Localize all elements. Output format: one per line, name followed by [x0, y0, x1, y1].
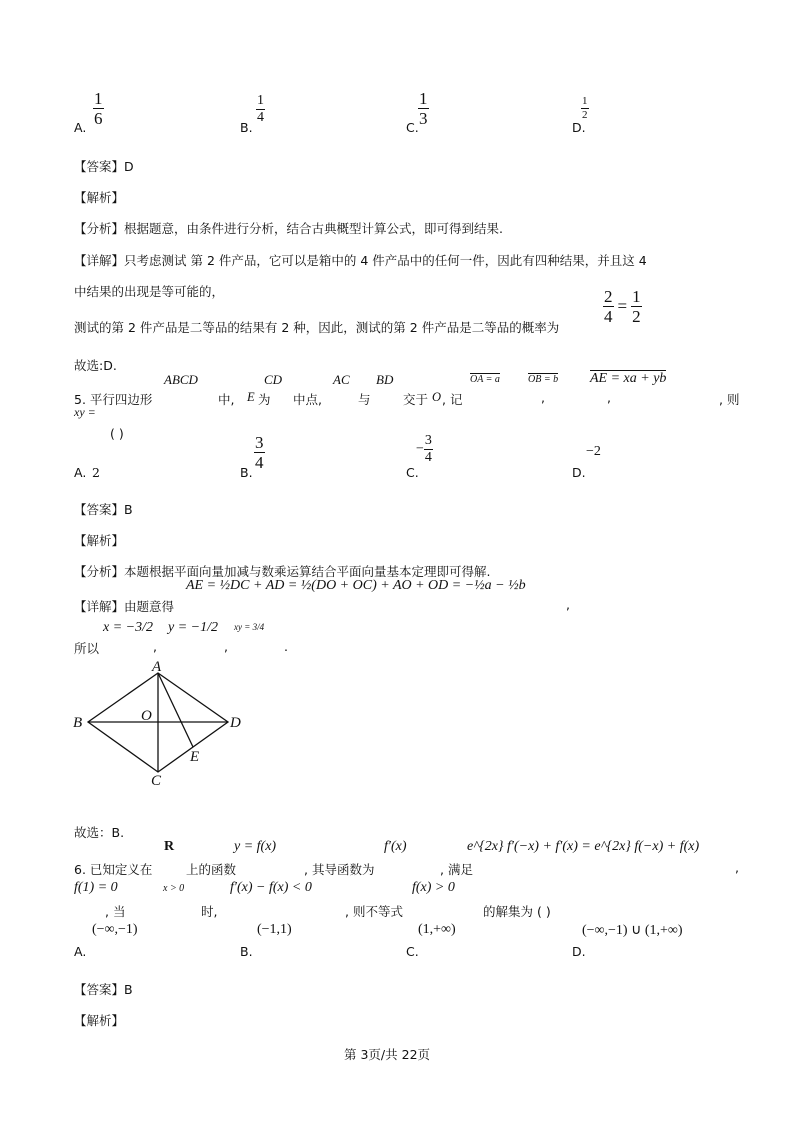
q5-y-value: y = −1/2 — [168, 620, 218, 635]
q6-option-b-value: (−1,1) — [257, 922, 292, 937]
q5-sep1: , — [153, 639, 157, 654]
q6-formula-yfx: y = f(x) — [234, 839, 277, 854]
fraction-numerator: 3 — [424, 433, 432, 448]
q5-option-a-label: A. — [74, 465, 87, 480]
q6-option-c-label: C. — [406, 944, 419, 959]
vertex-a-label: A — [152, 659, 162, 675]
q4-xiangjie-line1: 【详解】只考虑测试 第 2 件产品，它可以是箱中的 4 件产品中的任何一件，因此有四种结果，并且这 4 — [74, 253, 647, 268]
fraction-denominator: 4 — [424, 450, 432, 465]
q5-stem-e: E — [247, 390, 255, 404]
q5-formula-xy: xy = — [74, 405, 96, 419]
point-o-label: O — [141, 708, 152, 724]
q6-option-c-value: (1,+∞) — [418, 922, 456, 937]
q5-x-value: x = −3/2 — [103, 620, 153, 635]
segment-ae — [158, 673, 193, 747]
q4-conclusion: 故选:D. — [74, 358, 117, 373]
vertex-b-label: B — [73, 715, 83, 731]
q6-formula-condition: e^{2x} f′(−x) + f′(x) = e^{2x} f(−x) + f(x) — [467, 839, 700, 854]
q5-stem-end: , 则 — [719, 392, 740, 407]
page-footer: 第 3页/共 22页 — [344, 1047, 431, 1062]
q5-sep2: , — [224, 639, 228, 654]
q6-formula-r: R — [164, 839, 175, 854]
minus-sign: − — [416, 441, 424, 457]
fraction-numerator: 1 — [582, 95, 588, 107]
q5-stem-zhong: 中, — [218, 392, 235, 407]
q4-option-b-value — [256, 94, 265, 125]
q5-stem-comma2: , — [607, 390, 611, 405]
q6-answer: 【答案】B — [74, 982, 133, 997]
q5-analysis-heading: 【解析】 — [74, 533, 125, 548]
q6-option-d-value: (−∞,−1) ∪ (1,+∞) — [582, 923, 683, 938]
q5-option-d-label: D. — [572, 465, 586, 480]
q6-option-d-label: D. — [572, 944, 586, 959]
fraction-numerator: 1 — [419, 89, 428, 108]
q6-line2-d: 的解集为 ( ) — [483, 904, 551, 919]
q6-analysis-heading: 【解析】 — [74, 1013, 125, 1028]
q5-formula-ae — [590, 371, 666, 387]
q5-stem-yu: 与 — [358, 392, 371, 407]
q5-formula-ac: AC — [333, 372, 350, 387]
q4-option-c-label: C. — [406, 120, 419, 135]
parallelogram-diagram — [70, 655, 250, 790]
q5-answer: 【答案】B — [74, 502, 133, 517]
q5-stem-o: O — [432, 390, 442, 404]
fraction-numerator: 3 — [255, 433, 264, 452]
q5-xiangjie: 【详解】由题意得 — [74, 599, 175, 614]
fraction-denominator: 6 — [94, 109, 103, 128]
q4-option-b-label: B. — [240, 120, 253, 135]
q5-formula-oa — [470, 374, 500, 385]
q6-formula-ineq: f′(x) − f(x) < 0 — [230, 880, 312, 895]
q5-option-d-value: −2 — [586, 444, 601, 459]
q5-option-b-label: B. — [240, 465, 253, 480]
q4-answer: 【答案】D — [74, 159, 134, 174]
q6-stem-manzu: , 满足 — [440, 862, 473, 877]
q6-stem-start: 6. 已知定义在 — [74, 862, 153, 877]
fraction-numerator: 1 — [94, 89, 103, 108]
fraction-denominator: 3 — [419, 109, 428, 128]
q5-option-b-value — [254, 434, 265, 471]
q5-conclusion: 故选：B. — [74, 825, 125, 840]
fraction-denominator: 2 — [632, 307, 641, 326]
vertex-d-label: D — [230, 715, 241, 731]
q5-period: . — [284, 639, 288, 654]
q4-option-c-value — [418, 90, 429, 127]
q5-suoyi: 所以 — [74, 641, 100, 656]
q5-formula-ob — [528, 374, 558, 385]
q5-stem-jiao: 交于 — [403, 392, 429, 407]
q6-line2-b: 时, — [201, 904, 218, 919]
vector-ob: OB = b — [528, 374, 559, 385]
q4-xiangjie-line3: 测试的第 2 件产品是二等品的结果有 2 种，因此，测试的第 2 件产品是二等品的概率为 — [74, 320, 560, 335]
fraction-denominator: 4 — [255, 453, 264, 472]
q6-formula-fxgt0: f(x) > 0 — [412, 880, 455, 895]
q5-fenxi: 【分析】本题根据平面向量加减与数乘运算结合平面向量基本定理即可得解. — [74, 564, 491, 579]
q5-formula-cd: CD — [264, 372, 283, 387]
fraction-numerator: 1 — [632, 287, 641, 306]
q4-xiangjie-line2: 中结果的出现是等可能的， — [74, 284, 225, 299]
q5-xy-value: xy = 3/4 — [234, 622, 265, 632]
vector-oa: OA = a — [470, 374, 500, 385]
q6-option-b-label: B. — [240, 944, 253, 959]
point-e-label: E — [190, 749, 200, 765]
q5-stem-start: 5. 平行四边形 — [74, 392, 153, 407]
q4-option-a-value — [93, 90, 104, 127]
q6-line2-a: , 当 — [105, 904, 126, 919]
q5-derivation: AE = ½DC + AD = ½(DO + OC) + AO + OD = −½a − ½b — [186, 578, 526, 593]
q5-stem-ji: , 记 — [442, 392, 463, 407]
q6-formula-deriv: f′(x) — [384, 839, 407, 854]
q5-option-c-label: C. — [406, 465, 419, 480]
q6-option-a-label: A. — [74, 944, 87, 959]
vector-ae: AE = xa + yb — [590, 371, 667, 386]
q5-option-c-value — [416, 434, 433, 465]
vertex-c-label: C — [151, 773, 162, 789]
q5-stem-wei: 为 — [258, 392, 271, 407]
parallelogram-svg — [70, 655, 250, 790]
q5-derivation-comma: , — [566, 597, 570, 612]
q6-formula-xgt0: x > 0 — [163, 883, 185, 894]
q6-option-a-value: (−∞,−1) — [92, 922, 138, 937]
fraction-denominator: 2 — [582, 109, 588, 121]
q4-option-d-value — [581, 96, 589, 121]
q6-stem-comma: , — [735, 860, 739, 875]
q4-probability-formula — [603, 288, 642, 325]
q5-paren: ( ) — [110, 426, 124, 441]
q6-line2-c: , 则不等式 — [345, 904, 403, 919]
q6-formula-f1: f(1) = 0 — [74, 880, 118, 895]
fraction-numerator: 1 — [257, 93, 264, 108]
q4-option-a-label: A. — [74, 120, 87, 135]
q5-formula-bd: BD — [376, 372, 394, 387]
q4-fenxi: 【分析】根据题意，由条件进行分析，结合古典概型计算公式，即可得到结果. — [74, 221, 503, 236]
q6-stem-daoshu: , 其导函数为 — [304, 862, 375, 877]
q5-formula-abcd: ABCD — [164, 372, 198, 387]
fraction-denominator: 4 — [604, 307, 613, 326]
q5-stem-midpoint: 中点, — [293, 392, 322, 407]
q5-stem-comma1: , — [541, 390, 545, 405]
q4-analysis-heading: 【解析】 — [74, 190, 125, 205]
equals-sign: = — [617, 296, 628, 316]
q5-option-a-value: 2 — [92, 465, 100, 480]
fraction-denominator: 4 — [257, 110, 264, 125]
q4-option-d-label: D. — [572, 120, 586, 135]
q6-stem-shang: 上的函数 — [186, 862, 237, 877]
fraction-numerator: 2 — [604, 287, 613, 306]
